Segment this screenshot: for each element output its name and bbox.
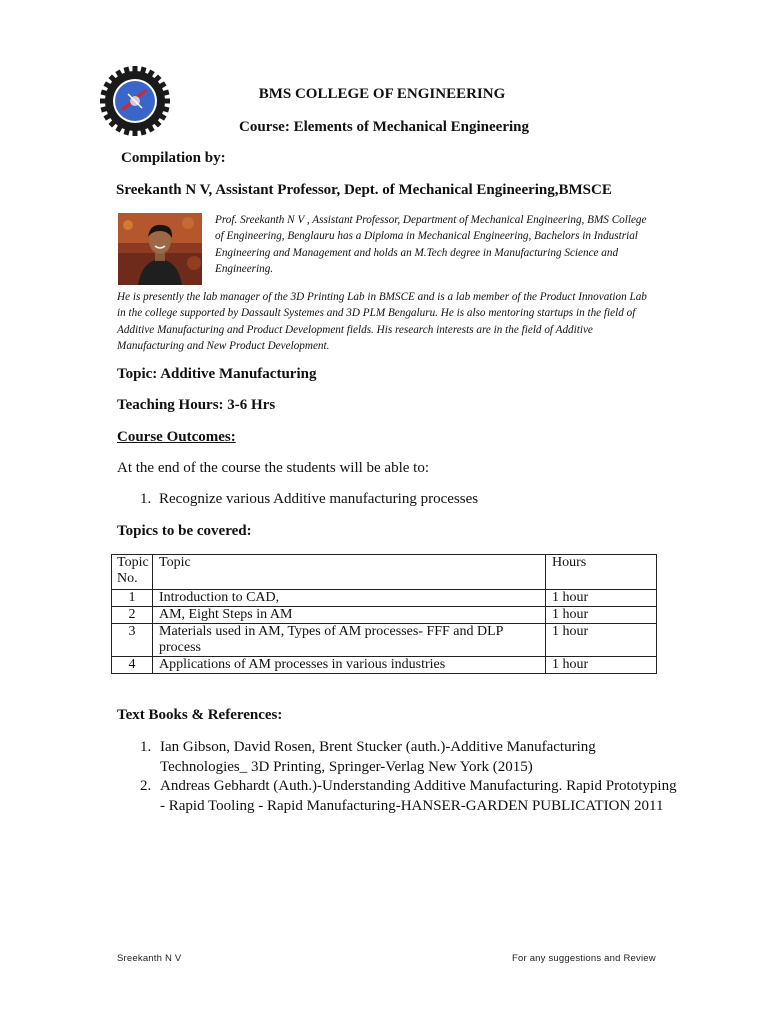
- header-hours: Hours: [546, 555, 657, 590]
- college-name: BMS COLLEGE OF ENGINEERING: [258, 86, 506, 102]
- cell-hours: 1 hour: [546, 624, 657, 657]
- cell-hours: 1 hour: [546, 657, 657, 674]
- cell-hours: 1 hour: [546, 590, 657, 607]
- topic-heading: Topic: Additive Manufacturing: [117, 366, 317, 382]
- reference-item: [117, 777, 677, 816]
- compiled-by-label: Compilation by:: [121, 150, 226, 166]
- cell-no: 2: [112, 607, 153, 624]
- table-row: [112, 607, 657, 624]
- outcome-number: 1.: [140, 491, 152, 507]
- table-row: [112, 624, 657, 657]
- outcome-text: Recognize various Additive manufacturing processes: [159, 491, 479, 507]
- course-title: Course: Elements of Mechanical Engineering: [239, 119, 529, 135]
- reference-item: [117, 738, 677, 777]
- cell-topic: Applications of AM processes in various industries: [153, 657, 546, 674]
- references-list: [117, 738, 677, 816]
- author-line: Sreekanth N V, Assistant Professor, Dept. of Mechanical Engineering,BMSCE: [116, 182, 612, 198]
- footer-note: For any suggestions and Review: [512, 953, 656, 964]
- reference-text: Ian Gibson, David Rosen, Brent Stucker (auth.)-Additive Manufacturing Technologies_ 3D Printing, Springer-Verlag New York (2015): [160, 739, 596, 775]
- topics-table: [111, 554, 657, 674]
- course-outcomes-heading: Course Outcomes:: [117, 429, 236, 445]
- cell-topic: Introduction to CAD,: [153, 590, 546, 607]
- table-row: [112, 590, 657, 607]
- header-topic: Topic: [153, 555, 546, 590]
- outcome-item: [140, 491, 478, 508]
- topics-heading: Topics to be covered:: [117, 523, 252, 539]
- teaching-hours: Teaching Hours: 3-6 Hrs: [117, 397, 276, 413]
- table-row: [112, 657, 657, 674]
- references-heading: Text Books & References:: [117, 707, 283, 723]
- author-photo: [118, 213, 202, 285]
- table-header-row: [112, 555, 657, 590]
- cell-hours: 1 hour: [546, 607, 657, 624]
- header-topic-no: Topic No.: [112, 555, 153, 590]
- cell-topic: AM, Eight Steps in AM: [153, 607, 546, 624]
- bio-paragraph-2: He is presently the lab manager of the 3D Printing Lab in BMSCE and is a lab member of the Product Innovation Lab in the college supported by Dassault Systemes and 3D PLM Bengaluru. He is also mentoring startups in the field of Additive Manufacturing and Product Development fields. His research interests are in the field of Additive Manufacturing and New Product Development.: [117, 291, 647, 352]
- cell-no: 4: [112, 657, 153, 674]
- footer-author: Sreekanth N V: [117, 953, 182, 964]
- cell-topic: Materials used in AM, Types of AM processes- FFF and DLP process: [153, 624, 546, 657]
- reference-text: Andreas Gebhardt (Auth.)-Understanding Additive Manufacturing. Rapid Prototyping - Rapid Tooling - Rapid Manufacturing-HANSER-GARDEN PUBLICATION 2011: [160, 778, 677, 814]
- cell-no: 1: [112, 590, 153, 607]
- reference-number: 2.: [140, 778, 152, 794]
- cell-no: 3: [112, 624, 153, 657]
- bio-paragraph-1: Prof. Sreekanth N V , Assistant Professor, Department of Mechanical Engineering, BMS College of Engineering, Benglauru has a Diploma in Mechanical Engineering, Bachelors in Industrial Engineering and Management and holds an M.Tech degree in Manufacturing Science and Engineering.: [215, 214, 647, 275]
- reference-number: 1.: [140, 739, 152, 755]
- outcomes-intro: At the end of the course the students will be able to:: [117, 460, 430, 476]
